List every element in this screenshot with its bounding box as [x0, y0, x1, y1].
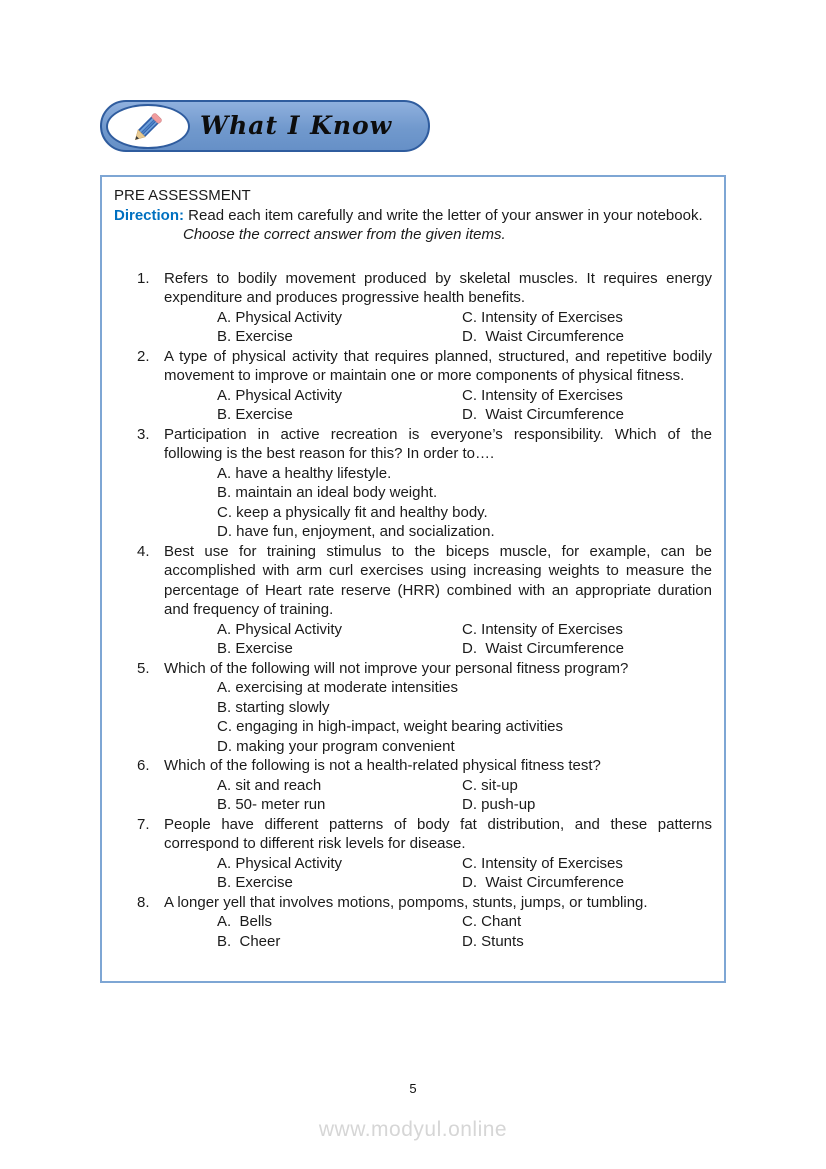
option-row	[217, 483, 712, 503]
option: B. Exercise	[217, 406, 293, 423]
direction-italic-text: Choose the correct answer from the given items.	[183, 226, 506, 243]
option-row	[217, 678, 712, 698]
question-text: A type of physical activity that requires planned, structured, and repetitive bodily movement to improve or maintain one or more components of physical fitness.	[164, 347, 712, 384]
header-badge	[100, 100, 430, 152]
pre-assessment-heading: PRE ASSESSMENT	[114, 187, 251, 204]
option-row	[217, 464, 712, 484]
option: A. exercising at moderate intensities	[217, 679, 458, 696]
question-number: 5.	[137, 659, 150, 677]
question-item	[114, 893, 712, 952]
option: B. 50- meter run	[217, 796, 326, 813]
question-item	[114, 659, 712, 757]
options-group	[217, 620, 712, 659]
options-group	[217, 678, 712, 756]
question-text: Refers to bodily movement produced by skeletal muscles. It requires energy expenditure and produces progressive health benefits.	[164, 269, 712, 306]
option: D. Waist Circumference	[462, 640, 624, 657]
option-row	[217, 698, 712, 718]
option: B. Exercise	[217, 640, 293, 657]
question-item	[114, 347, 712, 425]
options-group	[217, 854, 712, 893]
option: A. Physical Activity	[217, 620, 343, 638]
option: A. Physical Activity	[217, 854, 343, 872]
question-text: Best use for training stimulus to the biceps muscle, for example, can be accomplished with arm curl exercises using increasing weights to measure the percentage of Heart rate reserve (HRR) combined with an appropriate duration and frequency of training.	[164, 542, 712, 618]
question-number: 4.	[137, 542, 150, 560]
question-item	[114, 269, 712, 347]
option: B. Cheer	[217, 932, 281, 950]
option: A. have a healthy lifestyle.	[217, 464, 392, 482]
watermark: www.modyul.online	[318, 1118, 508, 1141]
question-item	[114, 756, 712, 815]
option: C. Intensity of Exercises	[462, 620, 623, 638]
question-number: 3.	[137, 425, 150, 443]
question-number: 2.	[137, 347, 150, 365]
option: A. Bells	[217, 913, 273, 930]
option: A. Physical Activity	[217, 308, 343, 326]
option-row	[217, 522, 712, 542]
option: B. Exercise	[217, 874, 293, 891]
question-text: Participation in active recreation is everyone’s responsibility. Which of the following is the best reason for this? In order to….	[164, 425, 712, 462]
option-row	[217, 776, 712, 796]
option: C. engaging in high-impact, weight bearing activities	[217, 718, 564, 735]
page-number: 5	[409, 1081, 417, 1096]
option: B. maintain an ideal body weight.	[217, 484, 438, 501]
assessment-box	[100, 175, 726, 983]
option-row	[217, 912, 712, 932]
direction-label: Direction:	[114, 206, 185, 224]
options-group	[217, 308, 712, 347]
question-item	[114, 542, 712, 659]
question-text: People have different patterns of body fat distribution, and these patterns correspond to different risk levels for disease.	[164, 815, 712, 852]
option-row	[217, 327, 712, 347]
direction-text: Read each item carefully and write the letter of your answer in your notebook.	[184, 206, 703, 224]
section-title: What I Know	[200, 110, 393, 140]
option: C. keep a physically fit and healthy body.	[217, 503, 488, 521]
option: D. Waist Circumference	[462, 874, 624, 891]
question-text: A longer yell that involves motions, pompoms, stunts, jumps, or tumbling.	[164, 893, 648, 911]
option-row	[217, 503, 712, 523]
option: D. making your program convenient	[217, 737, 455, 755]
question-number: 8.	[137, 893, 150, 911]
options-group	[217, 912, 712, 951]
option-row	[217, 386, 712, 406]
option-row	[217, 620, 712, 640]
option-row	[217, 717, 712, 737]
option-row	[217, 308, 712, 328]
options-group	[217, 464, 712, 542]
option: C. Intensity of Exercises	[462, 308, 623, 326]
question-text: Which of the following is not a health-related physical fitness test?	[164, 757, 601, 774]
option: D. push-up	[462, 796, 536, 813]
options-group	[217, 776, 712, 815]
question-item	[114, 425, 712, 542]
question-text: Which of the following will not improve your personal fitness program?	[164, 659, 629, 677]
option: B. starting slowly	[217, 698, 330, 716]
option: C. Intensity of Exercises	[462, 386, 623, 404]
option-row	[217, 405, 712, 425]
option: C. Intensity of Exercises	[462, 854, 623, 872]
questions-list	[114, 269, 712, 952]
option: B. Exercise	[217, 328, 293, 345]
direction-paragraph	[114, 206, 712, 245]
option: D. Waist Circumference	[462, 406, 624, 423]
options-group	[217, 386, 712, 425]
pencil-icon	[106, 104, 190, 149]
question-number: 7.	[137, 815, 150, 833]
option: A. Physical Activity	[217, 386, 343, 404]
question-item	[114, 815, 712, 893]
option-row	[217, 854, 712, 874]
question-number: 6.	[137, 757, 150, 774]
option-row	[217, 932, 712, 952]
option-row	[217, 795, 712, 815]
option: D. Waist Circumference	[462, 328, 624, 345]
question-number: 1.	[137, 269, 150, 287]
option: C. sit-up	[462, 776, 518, 794]
option: C. Chant	[462, 913, 522, 930]
option: D. have fun, enjoyment, and socialization.	[217, 523, 495, 540]
option: D. Stunts	[462, 932, 524, 950]
option-row	[217, 873, 712, 893]
option: A. sit and reach	[217, 776, 322, 794]
option-row	[217, 639, 712, 659]
option-row	[217, 737, 712, 757]
